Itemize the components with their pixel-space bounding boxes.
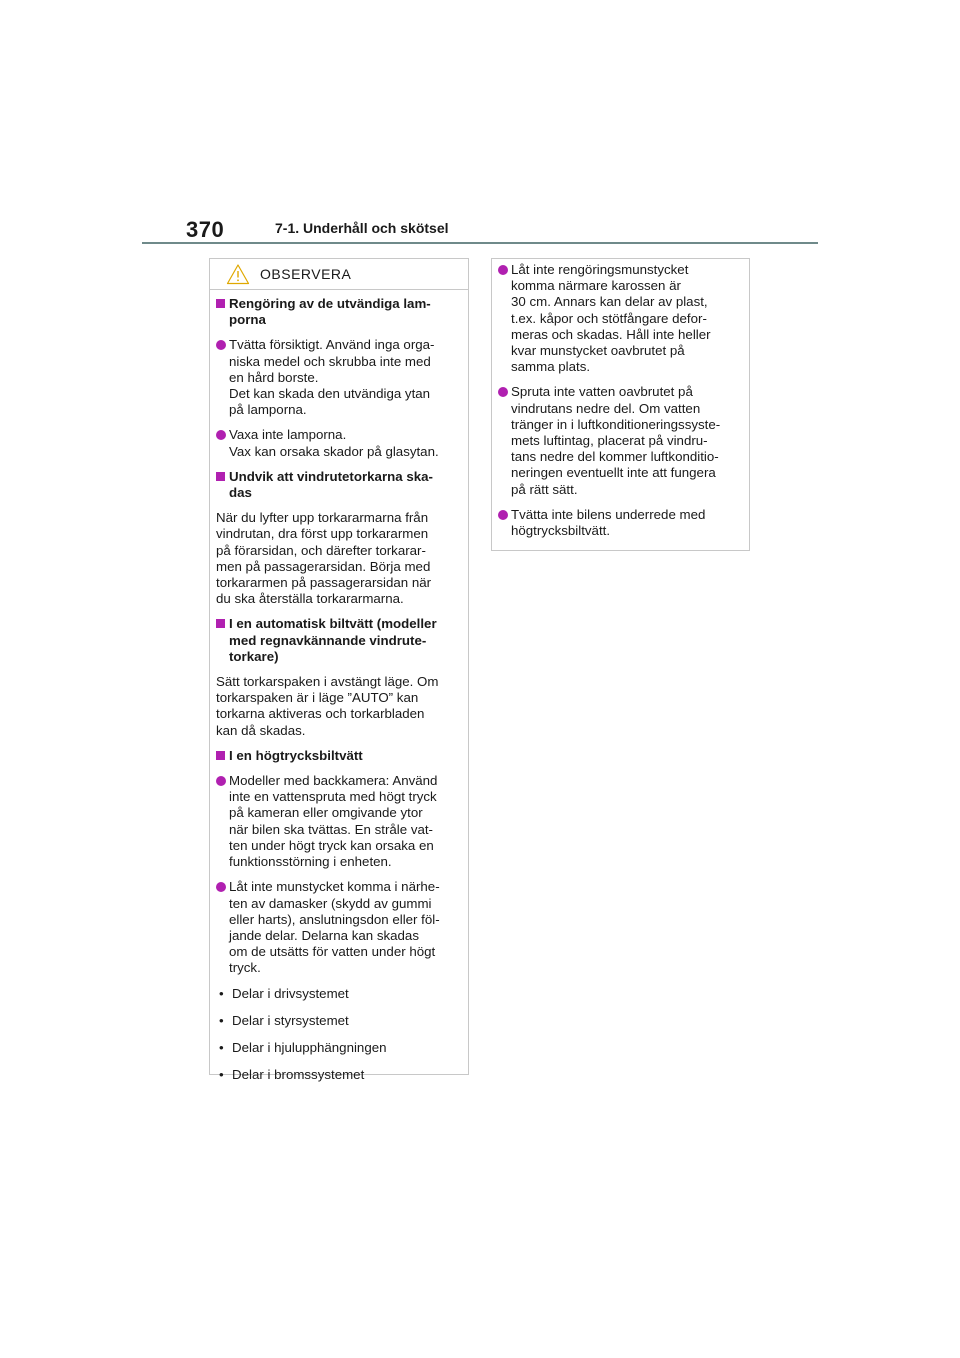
dot-item-text: Tvätta inte bilens underrede med högtrycksbiltvätt. — [511, 506, 706, 539]
dot-item-text: Låt inte rengöringsmunstycket komma närmare karossen är 30 cm. Annars kan delar av plast, t.ex. kåpor och stötfångare defor- meras och skadas. Håll inte heller kvar munstycket oavbrutet på samma plats. — [511, 262, 711, 375]
bullet-marker: • — [219, 1039, 224, 1055]
caution-box-right — [491, 258, 750, 551]
caution-box-header — [210, 259, 468, 290]
marker — [216, 337, 229, 418]
square-marker-icon — [216, 299, 225, 308]
page-header — [142, 212, 818, 246]
bullet-item — [216, 1013, 463, 1029]
marker — [498, 262, 511, 375]
bullet-text: Delar i styrsystemet — [232, 1012, 349, 1028]
dot-item — [216, 427, 463, 459]
dot-item-text: Låt inte munstycket komma i närhe- ten av damasker (skydd av gummi eller harts), anslutningsdon eller föl- jande delar. Delarna kan skadas om de utsätts för vatten under högt tryck. — [229, 879, 440, 976]
dot-marker-icon — [498, 510, 508, 520]
dot-item — [216, 879, 463, 976]
square-marker-icon — [216, 751, 225, 760]
square-marker-icon — [216, 619, 225, 628]
subheading-text: Undvik att vindrutetorkarna ska- das — [229, 468, 433, 501]
marker — [498, 384, 511, 497]
subheading — [216, 748, 463, 764]
dot-item — [498, 384, 744, 497]
marker — [498, 507, 511, 539]
dot-marker-icon — [498, 387, 508, 397]
bullet-item — [216, 986, 463, 1002]
paragraph: Sätt torkarspaken i avstängt läge. Om torkarspaken är i läge ”AUTO” kan torkarna aktiveras och torkarbladen kan då skadas. — [216, 674, 439, 738]
dot-item-text: Vaxa inte lamporna. Vax kan orsaka skador på glasytan. — [229, 427, 439, 459]
bullet-text: Delar i bromssystemet — [232, 1067, 365, 1083]
subheading — [216, 296, 463, 328]
subheading-text: I en automatisk biltvätt (modeller med regnavkännande vindrute- torkare) — [229, 616, 437, 664]
marker — [216, 296, 229, 328]
bullet-text: Delar i hjulupphängningen — [232, 1039, 387, 1055]
marker — [216, 616, 229, 665]
dot-marker-icon — [498, 265, 508, 275]
subheading — [216, 469, 463, 501]
bullet-marker: • — [219, 985, 224, 1001]
caution-content-left — [210, 290, 468, 1083]
marker — [216, 469, 229, 501]
square-marker-icon — [216, 472, 225, 481]
bullet-marker: • — [219, 1067, 224, 1083]
paragraph: När du lyfter upp torkararmarna från vindrutan, dra först upp torkararmen på förarsidan, och därefter torkarar- men på passagerarsidan. Börja med torkararmen på passagerarsidan när du ska återställa torkararmarna. — [216, 510, 432, 607]
dot-item-text: Spruta inte vatten oavbrutet på vindrutans nedre del. Om vatten tränger in i luftkonditioneringssyste- mets luftintag, placerat på vindru- tans nedre del kommer luftkonditio- neringen eventuellt inte att fungera på rätt sätt. — [511, 384, 721, 497]
marker — [216, 748, 229, 764]
dot-item — [498, 507, 744, 539]
dot-marker-icon — [216, 340, 226, 350]
section-title: 7-1. Underhåll och skötsel — [275, 220, 449, 236]
dot-item-text: Tvätta försiktigt. Använd inga orga- niska medel och skrubba inte med en hård borste. Det kan skada den utvändiga ytan på lamporna. — [229, 337, 435, 418]
bullet-text: Delar i drivsystemet — [232, 985, 349, 1001]
caution-box-left — [209, 258, 469, 1083]
marker — [216, 879, 229, 976]
subheading — [216, 616, 463, 665]
dot-item — [216, 337, 463, 418]
caution-content-right — [492, 259, 749, 539]
bullet-item — [216, 1067, 463, 1083]
marker — [216, 427, 229, 459]
dot-marker-icon — [216, 882, 226, 892]
marker — [216, 773, 229, 870]
subheading-text: I en högtrycksbiltvätt — [229, 747, 363, 763]
dot-item-text: Modeller med backkamera: Använd inte en vattenspruta med högt tryck på kameran eller omgivande ytor när bilen ska tvättas. En stråle vat- ten under högt tryck kan orsaka en funktionsstörning i enheten. — [229, 773, 438, 870]
dot-item — [498, 262, 744, 375]
header-rule — [142, 242, 818, 244]
dot-item — [216, 773, 463, 870]
dot-marker-icon — [216, 776, 226, 786]
caution-title: OBSERVERA — [260, 266, 352, 282]
warning-triangle-icon — [226, 263, 250, 285]
bullet-marker: • — [219, 1012, 224, 1028]
subheading-text: Rengöring av de utvändiga lam- porna — [229, 296, 431, 328]
page-number: 370 — [186, 217, 225, 242]
dot-marker-icon — [216, 430, 226, 440]
bullet-item — [216, 1040, 463, 1056]
